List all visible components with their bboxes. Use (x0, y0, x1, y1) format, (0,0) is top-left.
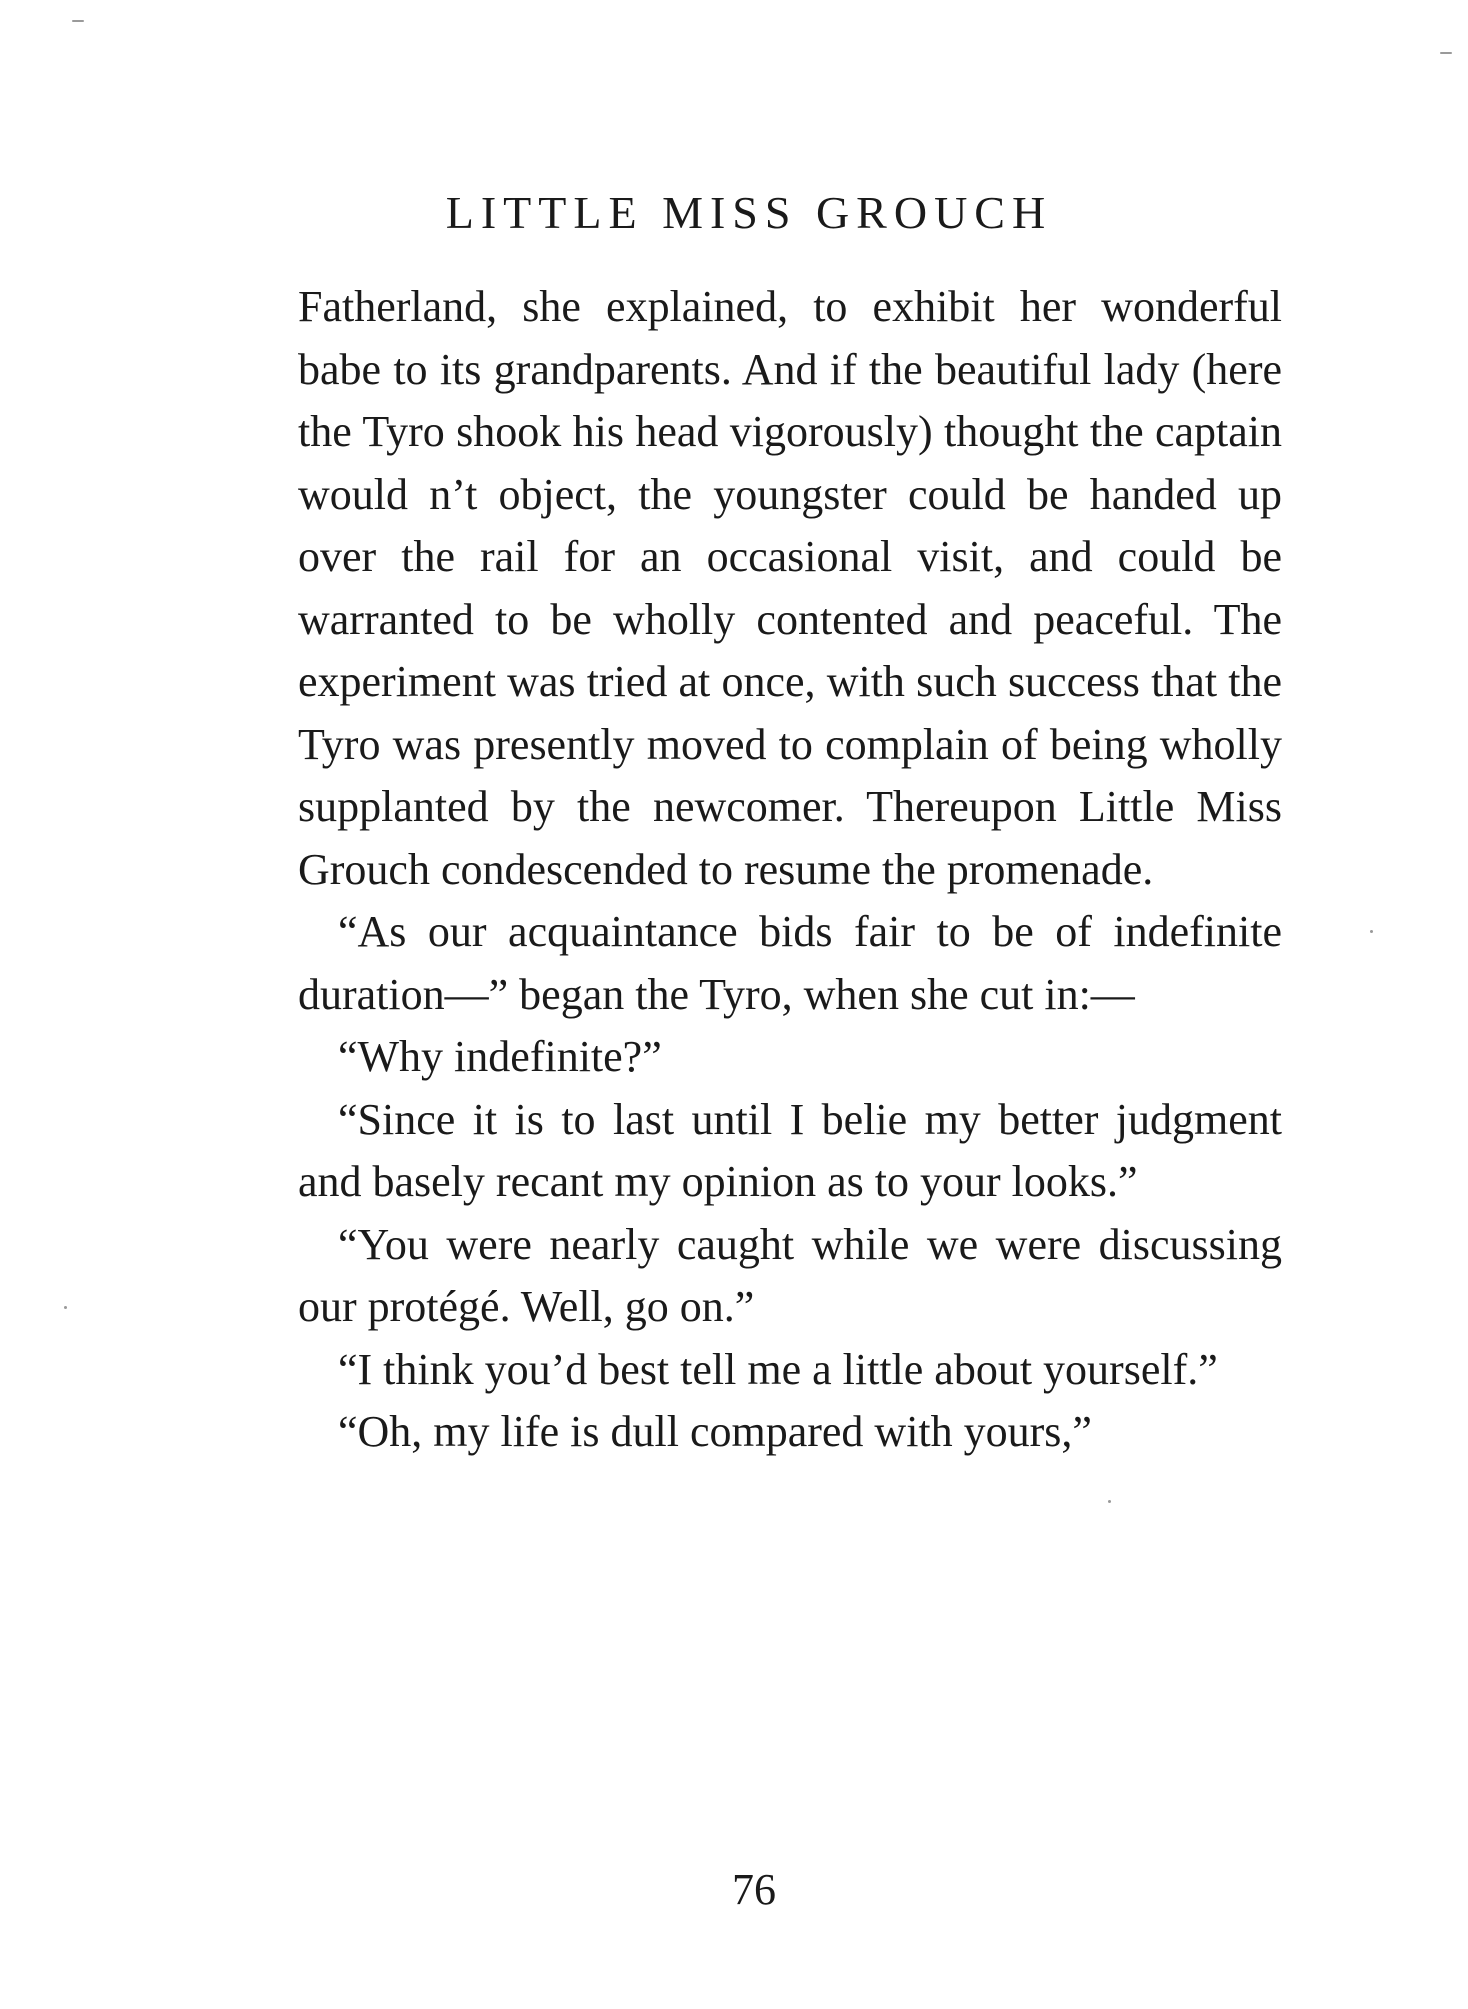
paper-speck (1370, 930, 1373, 933)
paragraph: “I think you’d best tell me a little about yourself.” (338, 1344, 1218, 1394)
running-head: LITTLE MISS GROUCH (445, 187, 1053, 238)
paper-speck (72, 20, 84, 22)
body-text (298, 276, 1282, 1464)
page-number: 76 (732, 1865, 776, 1914)
paper-speck (1440, 52, 1452, 54)
paragraph: “You were nearly caught while we were discussing our protégé. Well, go on.” (298, 1219, 1282, 1331)
paragraph: “Oh, my life is dull compared with yours,” (338, 1407, 1092, 1456)
paragraph: “As our acquaintance bids fair to be of indefinite duration—” began the Tyro, when she cut in:— (298, 907, 1282, 1019)
paragraph: Fatherland, she explained, to exhibit her wonderful babe to its grandparents. And if the beautiful lady (here the Tyro shook his head vigorously) thought the captain would n’t object, the youngster could be handed up over the rail for an occasional visit, and could be warranted to be wholly contented and peaceful. The experiment was tried at once, with such success that the Tyro was presently moved to complain of being wholly supplanted by the newcomer. Thereupon Little Miss Grouch condescended to resume the promenade. (298, 282, 1282, 894)
paragraph: “Since it is to last until I belie my better judgment and basely recant my opinion as to your looks.” (298, 1094, 1282, 1206)
paper-speck (64, 1306, 67, 1309)
paragraph: “Why indefinite?” (338, 1032, 662, 1081)
paper-speck (1108, 1500, 1111, 1503)
